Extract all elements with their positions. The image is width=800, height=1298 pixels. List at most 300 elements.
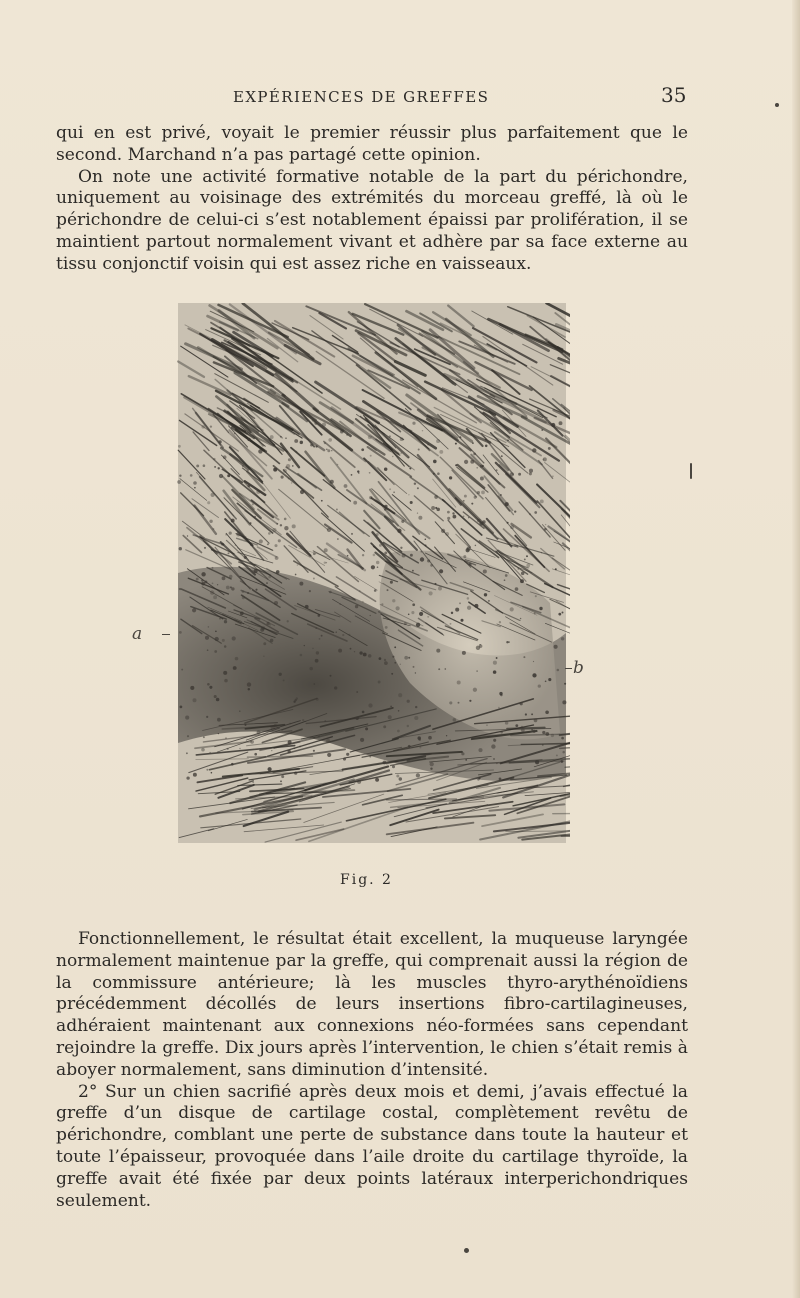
cell-nucleus (326, 562, 328, 564)
cell-nucleus (378, 681, 381, 684)
cell-nucleus (498, 707, 500, 709)
cell-nucleus (239, 748, 241, 750)
cell-nucleus (408, 614, 410, 616)
cell-nucleus (425, 545, 427, 547)
cell-nucleus (360, 738, 364, 742)
cell-nucleus (555, 568, 557, 570)
cell-nucleus (505, 502, 509, 506)
cell-nucleus (209, 686, 212, 689)
cell-nucleus (316, 698, 319, 701)
cell-nucleus (356, 691, 358, 693)
cell-nucleus (414, 716, 418, 720)
cell-nucleus (321, 635, 323, 637)
cell-nucleus (396, 775, 399, 778)
cell-nucleus (384, 659, 386, 661)
cell-nucleus (179, 588, 181, 590)
cell-nucleus (250, 544, 252, 546)
cell-nucleus (379, 657, 382, 660)
cell-nucleus (358, 472, 359, 473)
cell-nucleus (545, 680, 547, 682)
cell-nucleus (280, 780, 282, 782)
cell-nucleus (425, 539, 427, 541)
cell-nucleus (286, 464, 290, 468)
cell-nucleus (469, 563, 472, 566)
cell-nucleus (404, 656, 408, 660)
cell-nucleus (477, 491, 480, 494)
cell-nucleus (518, 473, 521, 476)
cell-nucleus (252, 503, 254, 505)
figure-caption: Fig. 2 (340, 872, 393, 888)
cell-nucleus (408, 494, 409, 495)
cell-nucleus (505, 721, 509, 725)
cell-nucleus (444, 668, 446, 670)
cell-nucleus (431, 506, 435, 510)
cell-nucleus (201, 572, 205, 576)
cell-nucleus (558, 613, 561, 616)
cell-nucleus (483, 569, 487, 573)
cell-nucleus (321, 500, 323, 502)
cell-nucleus (350, 648, 352, 650)
cell-nucleus (475, 545, 477, 547)
cell-nucleus (381, 603, 383, 605)
cell-nucleus (419, 612, 423, 616)
cell-nucleus (501, 455, 503, 457)
cell-nucleus (299, 745, 301, 747)
cell-nucleus (179, 474, 181, 476)
cell-nucleus (268, 767, 272, 771)
cell-nucleus (379, 544, 382, 547)
cell-nucleus (193, 698, 197, 702)
cell-nucleus (272, 528, 276, 532)
cell-nucleus (284, 526, 288, 530)
cell-nucleus (467, 597, 470, 600)
cell-nucleus (557, 669, 560, 672)
cell-nucleus (201, 582, 205, 586)
cell-nucleus (319, 638, 321, 640)
cell-nucleus (428, 736, 432, 740)
cell-nucleus (562, 751, 565, 754)
cell-nucleus (363, 653, 367, 657)
label-b-pointer (565, 668, 572, 669)
cell-nucleus (284, 518, 287, 521)
cell-nucleus (270, 639, 274, 643)
cell-nucleus (464, 495, 467, 498)
paragraph: 2° Sur un chien sacrifié après deux mois et demi, j’avais effectué la greffe d’un disque de cartilage costal, complètement revêtu de périchondre, comblant une perte de substance dans toute la hauteur et toute l’épaisseur, provoquée dans l’aile droite du cartilage thyroïde, la greffe avait été fixée par deux points latéraux interperichondriques seulement. (56, 1081, 688, 1211)
cell-nucleus (214, 650, 217, 653)
page-number: 35 (661, 83, 687, 107)
cell-nucleus (274, 544, 277, 547)
cell-nucleus (196, 464, 199, 467)
cell-nucleus (357, 780, 361, 784)
cell-nucleus (337, 538, 339, 540)
cell-nucleus (214, 695, 217, 698)
cell-nucleus (314, 683, 316, 685)
cell-nucleus (219, 618, 220, 619)
cell-nucleus (216, 698, 220, 702)
cell-nucleus (348, 634, 350, 636)
cell-nucleus (508, 641, 509, 642)
cell-nucleus (461, 752, 464, 755)
cell-nucleus (510, 525, 514, 529)
cell-nucleus (330, 675, 332, 677)
cell-nucleus (532, 448, 536, 452)
cell-nucleus (462, 651, 466, 655)
cell-nucleus (205, 636, 209, 640)
cell-nucleus (471, 503, 473, 505)
cell-nucleus (552, 475, 554, 477)
cell-nucleus (271, 750, 272, 751)
cell-nucleus (537, 731, 538, 732)
cell-nucleus (505, 574, 508, 577)
cell-nucleus (288, 478, 290, 480)
cell-nucleus (328, 438, 332, 442)
cell-nucleus (500, 494, 502, 496)
cell-nucleus (556, 754, 558, 756)
cell-nucleus (510, 607, 514, 611)
cell-nucleus (331, 450, 332, 451)
cell-nucleus (473, 453, 476, 456)
cell-nucleus (206, 769, 208, 771)
cell-nucleus (430, 762, 434, 766)
cell-nucleus (309, 667, 313, 671)
cell-nucleus (410, 554, 413, 557)
cell-nucleus (417, 487, 419, 489)
cell-nucleus (414, 482, 416, 484)
cell-nucleus (370, 615, 371, 616)
cell-nucleus (477, 778, 479, 780)
cell-nucleus (203, 464, 206, 467)
cell-nucleus (244, 556, 247, 559)
cell-nucleus (221, 543, 224, 546)
cell-nucleus (270, 435, 274, 439)
paper-speck (464, 1248, 469, 1253)
cell-nucleus (177, 480, 181, 484)
cell-nucleus (239, 710, 241, 712)
cell-nucleus (294, 771, 297, 774)
cell-nucleus (180, 706, 183, 709)
cell-nucleus (504, 579, 506, 581)
cell-nucleus (400, 664, 401, 665)
cell-nucleus (217, 718, 221, 722)
cell-nucleus (245, 724, 247, 726)
cell-nucleus (318, 614, 321, 617)
cell-nucleus (353, 501, 357, 505)
cell-nucleus (439, 450, 443, 454)
cell-nucleus (437, 472, 440, 475)
cell-nucleus (276, 523, 278, 525)
cell-nucleus (347, 555, 349, 557)
cell-nucleus (222, 576, 226, 580)
cell-nucleus (315, 445, 317, 447)
cell-nucleus (384, 467, 387, 470)
cell-nucleus (447, 517, 450, 520)
cell-nucleus (397, 730, 400, 733)
cell-nucleus (400, 437, 404, 441)
cell-nucleus (336, 509, 338, 511)
cell-nucleus (274, 601, 278, 605)
cell-nucleus (304, 645, 305, 646)
cell-nucleus (302, 719, 304, 721)
cell-nucleus (224, 679, 228, 683)
cell-nucleus (225, 534, 227, 536)
cell-nucleus (267, 543, 269, 545)
cell-nucleus (488, 600, 490, 602)
cell-nucleus (422, 430, 423, 431)
cell-nucleus (551, 734, 554, 737)
cell-nucleus (434, 583, 436, 585)
cell-nucleus (545, 711, 549, 715)
cell-nucleus (525, 713, 527, 715)
cell-nucleus (289, 723, 291, 725)
cell-nucleus (534, 612, 536, 614)
cell-nucleus (178, 445, 181, 448)
cell-nucleus (472, 442, 474, 444)
cell-nucleus (438, 587, 442, 591)
cell-nucleus (542, 744, 544, 746)
cell-nucleus (230, 586, 232, 588)
cell-nucleus (219, 474, 223, 478)
cell-nucleus (396, 606, 400, 610)
cell-nucleus (484, 593, 487, 596)
cell-nucleus (433, 473, 435, 475)
cell-nucleus (493, 661, 497, 665)
cell-nucleus (329, 591, 332, 594)
cell-nucleus (310, 444, 313, 447)
cell-nucleus (258, 449, 262, 453)
cell-nucleus (280, 524, 282, 526)
cell-nucleus (291, 482, 292, 483)
cell-nucleus (390, 706, 391, 707)
cell-nucleus (214, 466, 216, 468)
cell-nucleus (411, 611, 414, 614)
cell-nucleus (427, 616, 429, 618)
cell-nucleus (185, 716, 189, 720)
paragraph: Fonctionnellement, le résultat était excellent, la muqueuse laryngée normalement maintenue par la greffe, qui comprenait aussi la région de la commissure antérieure; là les muscles thyro-arythénoïdiens précédemment décollés de leurs insertions fibro-cartilagineuses, adhéraient maintenant aux connexions néo-formées sans cependant rejoindre la greffe. Dix jours après l’intervention, le chien s’était remis à aboyer normalement, sans diminution d’intensité. (56, 929, 688, 1080)
cell-nucleus (463, 500, 465, 502)
cell-nucleus (455, 443, 457, 445)
cell-nucleus (254, 753, 257, 756)
cell-nucleus (409, 467, 411, 469)
cell-nucleus (564, 683, 566, 685)
cell-nucleus (474, 604, 478, 608)
cell-nucleus (493, 758, 495, 760)
cell-nucleus (281, 476, 284, 479)
cell-nucleus (460, 619, 463, 622)
cell-nucleus (208, 626, 210, 628)
cell-nucleus (279, 673, 282, 676)
cell-nucleus (266, 582, 268, 584)
cell-nucleus (194, 487, 196, 489)
cell-nucleus (247, 682, 251, 686)
cell-nucleus (336, 631, 337, 632)
fiber-stroke (248, 756, 313, 757)
cell-nucleus (326, 739, 330, 743)
cell-nucleus (401, 520, 404, 523)
cell-nucleus (223, 455, 227, 459)
cell-nucleus (283, 469, 287, 473)
cell-nucleus (242, 596, 245, 599)
cell-nucleus (416, 773, 420, 777)
cell-nucleus (355, 605, 358, 608)
cell-nucleus (368, 654, 372, 658)
cell-nucleus (465, 759, 467, 761)
cell-nucleus (224, 645, 227, 648)
cell-nucleus (485, 439, 487, 441)
cell-nucleus (564, 511, 566, 513)
cell-nucleus (247, 438, 250, 441)
cell-nucleus (259, 539, 263, 543)
cell-nucleus (506, 641, 508, 643)
cell-nucleus (373, 554, 376, 557)
cell-nucleus (521, 728, 525, 732)
cell-nucleus (463, 515, 465, 517)
cell-nucleus (338, 649, 342, 653)
cell-nucleus (215, 630, 217, 632)
cell-nucleus (450, 623, 452, 625)
cell-nucleus (534, 719, 538, 723)
cell-nucleus (285, 438, 286, 439)
cell-nucleus (383, 761, 387, 765)
cell-nucleus (359, 651, 362, 654)
cell-nucleus (313, 552, 316, 555)
cell-nucleus (343, 758, 346, 761)
cell-nucleus (192, 608, 196, 612)
paragraphs-top (56, 123, 688, 276)
figure-label-b: b (573, 658, 584, 678)
cell-nucleus (327, 753, 331, 757)
cell-nucleus (404, 622, 407, 625)
cell-nucleus (234, 433, 235, 434)
running-head-title: EXPÉRIENCES DE GREFFES (233, 88, 490, 106)
cell-nucleus (211, 772, 213, 774)
cell-nucleus (268, 575, 271, 578)
cell-nucleus (539, 607, 542, 610)
cell-nucleus (218, 467, 220, 469)
cell-nucleus (515, 724, 518, 727)
cell-nucleus (212, 567, 214, 569)
cell-nucleus (529, 472, 532, 475)
cell-nucleus (213, 458, 215, 460)
cell-nucleus (210, 493, 214, 497)
cell-nucleus (517, 568, 519, 570)
cell-nucleus (384, 551, 387, 554)
cell-nucleus (430, 768, 432, 770)
cell-nucleus (401, 453, 402, 454)
cell-nucleus (507, 522, 509, 524)
figure-label-a: a (132, 624, 143, 644)
cell-nucleus (447, 511, 450, 514)
cell-nucleus (436, 649, 440, 653)
cell-nucleus (408, 657, 410, 659)
cell-nucleus (449, 701, 452, 704)
cell-nucleus (300, 490, 304, 494)
cell-nucleus (562, 700, 566, 704)
cell-nucleus (179, 631, 182, 634)
cell-nucleus (240, 612, 244, 616)
fiber-stroke (553, 813, 570, 814)
cell-nucleus (370, 455, 372, 457)
cell-nucleus (496, 657, 498, 659)
cell-nucleus (222, 639, 225, 642)
cell-nucleus (412, 570, 414, 572)
cell-nucleus (529, 513, 531, 515)
cell-nucleus (273, 468, 277, 472)
cell-nucleus (392, 765, 395, 768)
cell-nucleus (368, 435, 372, 439)
cell-nucleus (229, 575, 233, 579)
cell-nucleus (274, 724, 277, 727)
cell-nucleus (248, 688, 250, 690)
cell-nucleus (408, 457, 409, 458)
cell-nucleus (362, 601, 364, 603)
cell-nucleus (407, 758, 410, 761)
cell-nucleus (418, 516, 422, 520)
cell-nucleus (554, 645, 558, 649)
cell-nucleus (419, 746, 421, 748)
cell-nucleus (446, 735, 447, 736)
cell-nucleus (467, 606, 471, 610)
cell-nucleus (376, 533, 379, 536)
cell-nucleus (499, 778, 502, 781)
cell-nucleus (418, 448, 420, 450)
cell-nucleus (196, 578, 199, 581)
cell-nucleus (203, 736, 205, 738)
cell-nucleus (181, 669, 183, 671)
cell-nucleus (435, 507, 437, 509)
cell-nucleus (510, 472, 514, 476)
cell-nucleus (330, 480, 334, 484)
cell-nucleus (412, 603, 415, 606)
cell-nucleus (468, 517, 469, 518)
cell-nucleus (257, 730, 261, 734)
cell-nucleus (420, 551, 422, 553)
paper-speck (690, 463, 692, 479)
cell-nucleus (496, 763, 497, 764)
cell-nucleus (390, 581, 393, 584)
cell-nucleus (201, 748, 205, 752)
cell-nucleus (526, 564, 530, 568)
cell-nucleus (445, 532, 449, 536)
cell-nucleus (470, 460, 474, 464)
cell-nucleus (535, 595, 537, 597)
cell-nucleus (407, 725, 409, 727)
fiber-stroke (507, 728, 545, 729)
cell-nucleus (480, 465, 483, 468)
cell-nucleus (427, 444, 429, 446)
cell-nucleus (485, 445, 488, 448)
cell-nucleus (542, 459, 544, 461)
cell-nucleus (244, 536, 246, 538)
cell-nucleus (455, 464, 457, 466)
cell-nucleus (309, 590, 311, 592)
cell-nucleus (299, 582, 303, 586)
cell-nucleus (254, 516, 256, 518)
cell-nucleus (391, 673, 393, 675)
cell-nucleus (229, 532, 232, 535)
paragraph: qui en est privé, voyait le premier réussir plus parfaitement que le second. Marchand n’a pas partagé cette opinion. (56, 123, 688, 165)
cell-nucleus (275, 556, 279, 560)
cell-nucleus (225, 737, 226, 738)
cell-nucleus (187, 735, 189, 737)
cell-nucleus (476, 467, 478, 469)
cell-nucleus (459, 436, 461, 438)
cell-nucleus (453, 718, 456, 721)
cell-nucleus (224, 620, 227, 623)
paragraph: On note une activité formative notable de la part du périchondre, uniquement au voisinage des extrémités du morceau greffé, là où le périchondre de celui-ci s’est notablement épaissi par prolifération, il se maintient partout normalement vivant et adhère par sa face externe au tissu conjonctif voisin qui est assez riche en vaisseaux. (56, 166, 688, 274)
cell-nucleus (209, 752, 210, 753)
cell-nucleus (384, 505, 387, 508)
cell-nucleus (283, 679, 285, 681)
